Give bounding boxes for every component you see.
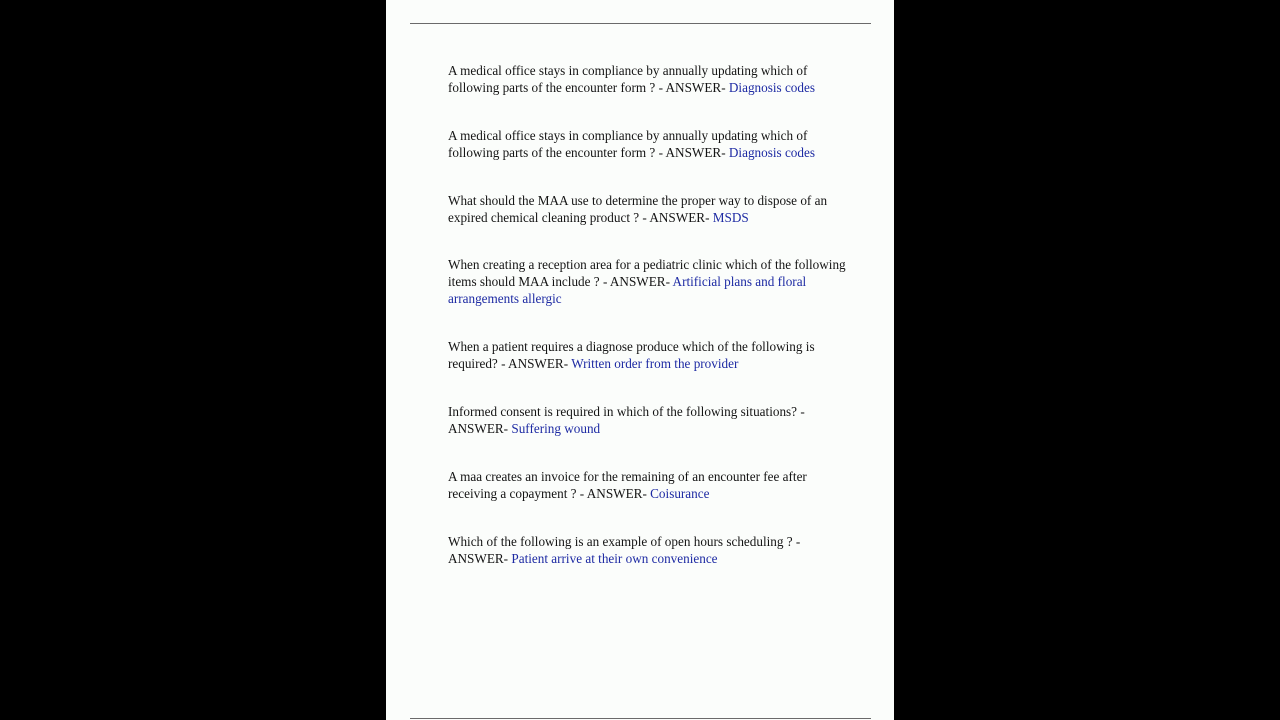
answer-text: Diagnosis codes bbox=[728, 144, 815, 160]
qa-item bbox=[448, 403, 853, 437]
answer-text: Suffering wound bbox=[511, 420, 601, 436]
qa-item bbox=[448, 192, 853, 226]
question-text: Informed consent is required in which of the following situations? - ANSWER- bbox=[448, 403, 805, 436]
qa-item bbox=[448, 127, 853, 161]
question-text: What should the MAA use to determine the proper way to dispose of an expired chemical cleaning product ? - ANSWER- bbox=[448, 192, 828, 225]
top-divider bbox=[410, 23, 871, 24]
answer-text: Coisurance bbox=[650, 485, 710, 501]
document-page bbox=[386, 0, 894, 720]
qa-item bbox=[448, 256, 853, 307]
qa-item bbox=[448, 468, 853, 502]
question-text: When creating a reception area for a pediatric clinic which of the following items should MAA include ? - ANSWER- bbox=[448, 257, 846, 290]
bottom-divider bbox=[410, 718, 871, 719]
answer-text: Patient arrive at their own convenience bbox=[511, 550, 718, 566]
question-text: A medical office stays in compliance by annually updating which of following parts of the encounter form ? - ANSWER- bbox=[448, 63, 808, 95]
question-text: A medical office stays in compliance by annually updating which of following parts of the encounter form ? - ANSWER- bbox=[448, 127, 808, 160]
qa-item bbox=[448, 62, 853, 96]
qa-list bbox=[448, 62, 853, 597]
answer-text: Artificial plans and floral arrangements allergic bbox=[448, 274, 807, 307]
question-text: A maa creates an invoice for the remaining of an encounter fee after receiving a copayment ? - ANSWER- bbox=[448, 468, 807, 501]
answer-text: Written order from the provider bbox=[571, 356, 739, 372]
question-text: Which of the following is an example of open hours scheduling ? - ANSWER- bbox=[448, 533, 801, 566]
qa-item bbox=[448, 533, 853, 567]
question-text: When a patient requires a diagnose produce which of the following is required? - ANSWER- bbox=[448, 339, 815, 372]
answer-text: MSDS bbox=[712, 209, 749, 225]
answer-text: Diagnosis codes bbox=[728, 80, 815, 95]
qa-item bbox=[448, 338, 853, 372]
